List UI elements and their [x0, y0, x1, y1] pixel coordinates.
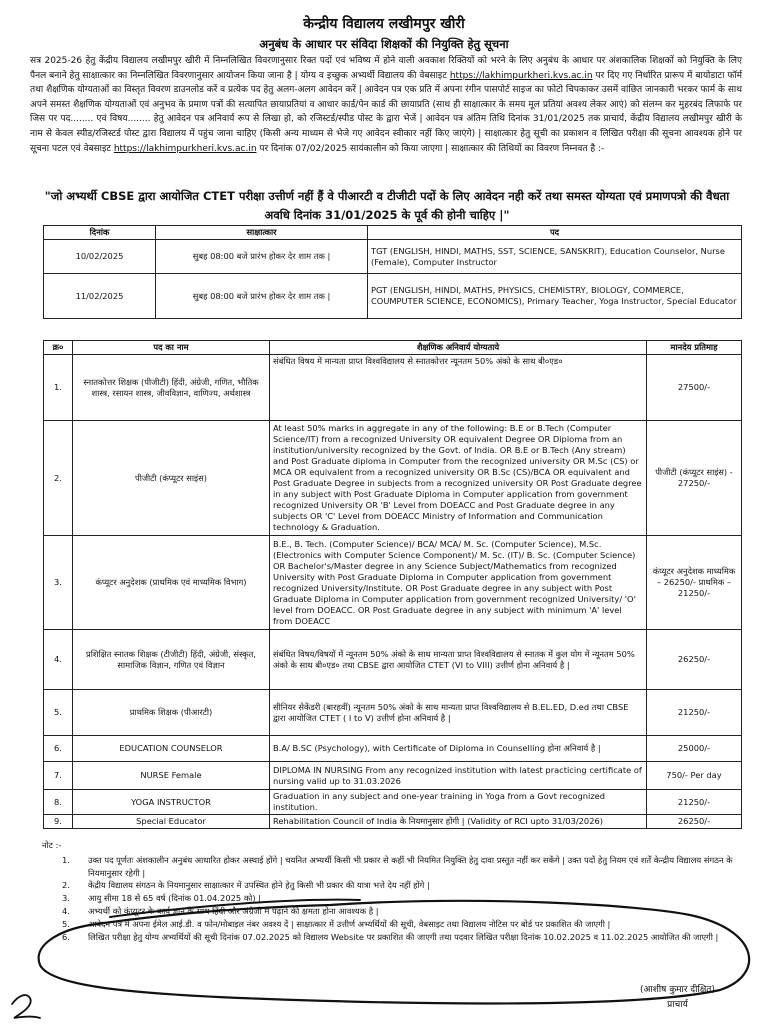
- row-post-name: NURSE Female: [73, 762, 270, 790]
- pen-ellipse: [39, 901, 750, 1004]
- row-pay: कंप्यूटर अनुदेशक माध्यमिक – 26250/- प्राथमिक – 21250/-: [647, 536, 742, 630]
- row-post-name: EDUCATION COUNSELOR: [73, 736, 270, 762]
- note-number: 4.: [62, 905, 70, 916]
- row-post-name: स्नातकोत्तर शिक्षक (पीजीटी) हिंदी, अंग्रेजी, गणित, भौतिक शास्त्र, रसायन शास्त्र, जीवविज्ञान, वाणिज्य, अर्थशास्त्र: [73, 355, 270, 421]
- school-title: केन्द्रीय विद्यालय लखीमपुर खीरी: [303, 16, 465, 32]
- principal-name: (आशीष कुमार दीक्षित): [640, 985, 715, 995]
- row-pay: 750/- Per day: [647, 762, 742, 790]
- note-text: आवेदन पत्र में अपना ईमेल आई.डी. व फोन/मोबाइल नंबर अवश्य दें | साक्षात्कार में उत्तीर्ण अभ्यर्थियों की सूची, वेबसाइट तथा विद्यालय नोटिस पर बोर्ड पर प्रकाशित की जाएगी |: [88, 918, 611, 929]
- ctet-warning: "जो अभ्यर्थी CBSE द्वारा आयोजित CTET परीक्षा उत्तीर्ण नहीं हैं वे पीआरटी व टीजीटी पदों के लिए आवेदन नही करें तथा समस्त योग्यता एवं प्रमाणपत्रो की वैधता अवधि दिनांक 31/01/2025 के पूर्व की होनी चाहिए |": [44, 189, 730, 222]
- intro-text-b: पर दिए गए निर्धारित प्रारूप में बायोडाटा फॉर्म तथा शैक्षणिक योग्यताओं का विस्तृत विवरण डाउनलोड करें व प्रत्येक पद हेतु अलग-अलग आवेदन करें | आवेदन पत्र एक प्रति में अपना रंगीन पासपोर्ट साइज का फोटो चिपकाकर उसमें वांछित जानकारी भरकर फार्म के साथ अपने समस्त शैक्षणिक योग्यताओं एवं अनुभव के प्रमाण पत्रों की सत्यापित छायाप्रतियां व आधार कार्ड/पेन कार्ड की छायाप्रति (साथ ही साक्षात्कार के समय मूल प्रतियां अवश्य लेकर आएं) को संलग्न कर मुहरबंद लिफाफे पर जिस पर पद........ एवं विषय........ हेतु आवेदन पत्र अनिवार्य रूप से लिखा हो, को रजिस्टर्ड/स्पीड पोस्ट के द्वारा भेजें | आवेदन पत्र अंतिम तिथि दिनांक 31/01/2025 तक प्राचार्य, केंद्रीय विद्यालय लखीमपुर खीरी के नाम से केवल स्पीड/रजिस्टर्ड पोस्ट द्वारा विद्यालय में पहुंच जाना चाहिए (किसी अन्य माध्यम से भेजे गए आवेदन स्वीकार नहीं किए जाएंगे) | साक्षात्कार हेतु सूची का प्रकाशन व लिखित परीक्षा की सूचना आवश्यक होने पर सूचना पटल एवं वेबसाइट: [30, 70, 742, 154]
- row-qualification: संबंधित विषय में मान्यता प्राप्त विश्वविद्यालय से स्नातकोत्तर न्यूनतम 50% अंको के साथ बी०एड०: [270, 355, 647, 421]
- notice-subtitle: अनुबंध के आधार पर संविदा शिक्षकों की नियुक्ति हेतु सूचना: [259, 37, 509, 51]
- schedule-posts: TGT (ENGLISH, HINDI, MATHS, SST, SCIENCE, SANSKRIT), Education Counselor, Nurse (Female), Computer Instructor: [368, 240, 742, 274]
- row-pay: 21250/-: [647, 690, 742, 736]
- schedule-date: 10/02/2025: [44, 240, 156, 274]
- col-date-header: दिनांक: [44, 226, 156, 240]
- col-post-header: पद: [368, 226, 742, 240]
- note-text: उक्त पद पूर्णतः अंशकालीन अनुबंध आधारित होकर अस्थाई होंगे | चयनित अभ्यर्थी किसी भी प्रकार से कहीं भी नियमित नियुक्ति हेतु दावा प्रस्तुत नहीं कर सकेंगे | उक्त पदों हेतु नियम एवं शर्तें केन्द्रीय विद्यालय संगठन के नियमानुसार रहेगी |: [88, 854, 733, 878]
- row-sn: 5.: [44, 690, 73, 736]
- col-qualification-header: शैक्षणिक अनिवार्य योग्यताये: [270, 341, 647, 355]
- row-pay: 27500/-: [647, 355, 742, 421]
- note-text: केंद्रीय विद्यालय संगठन के नियमानुसार साक्षात्कार में उपस्थित होने हेतु किसी भी प्रकार की यात्रा भत्ते देय नहीं होंगे |: [88, 880, 430, 891]
- row-sn: 9.: [44, 815, 73, 829]
- row-sn: 2.: [44, 421, 73, 536]
- col-interview-header: साक्षात्कार: [156, 226, 368, 240]
- note-number: 5.: [62, 918, 70, 929]
- row-sn: 4.: [44, 630, 73, 690]
- note-number: 6.: [62, 931, 70, 942]
- row-post-name: प्राथमिक शिक्षक (पीआरटी): [73, 690, 270, 736]
- schedule-time: सुबह 08:00 बजे प्रारंभ होकर देर शाम तक |: [156, 240, 368, 274]
- row-pay: 25000/-: [647, 736, 742, 762]
- note-text: लिखित परीक्षा हेतु योग्य अभ्यर्थियों की सूची दिनांक 07.02.2025 को विद्यालय Website पर प्रकाशित की जाएगी तथा पदवार लिखित परीक्षा दिनांक 10.02.2025 व 11.02.2025 आयोजित की जाएगी |: [88, 931, 719, 942]
- pen-stroke: [110, 900, 360, 917]
- note-number: 1.: [62, 854, 70, 865]
- row-qualification: संबंधित विषय/विषयों में न्यूनतम 50% अंको के साथ मान्यता प्राप्त विश्वविद्यालय से स्नातक में कुल योग में न्यूनतम 50% अंको के साथ बी०एड० तथा CBSE द्वारा आयोजित CTET (VI to VIII) उत्तीर्ण होना अनिवार्य है |: [270, 630, 647, 690]
- website-link[interactable]: https://lakhimpurkheri.kvs.ac.in: [449, 70, 593, 81]
- row-pay: 26250/-: [647, 630, 742, 690]
- row-pay: 21250/-: [647, 790, 742, 815]
- row-qualification: B.A/ B.SC (Psychology), with Certificate of Diploma in Counselling होना अनिवार्य है |: [270, 736, 647, 762]
- row-pay: पीजीटी (कंप्यूटर साइंस) - 27250/-: [647, 421, 742, 536]
- row-sn: 6.: [44, 736, 73, 762]
- col-pay-header: मानदेय प्रतिमाह: [647, 341, 742, 355]
- principal-designation: प्राचार्य: [667, 1000, 688, 1010]
- note-text: अभ्यर्थी को कंप्यूटर के कार्य ज्ञान के साथ हिंदी और अंग्रेजी में पढ़ाने की क्षमता होना आवश्यक है |: [88, 905, 379, 916]
- row-qualification: Rehabilitation Council of India के नियमानुसार होंगी | (Validity of RCI upto 31/03/2026): [270, 815, 647, 829]
- col-post-name-header: पद का नाम: [73, 341, 270, 355]
- row-qualification: DIPLOMA IN NURSING From any recognized institution with latest practicing certificate of nursing valid up to 31.03.2026: [270, 762, 647, 790]
- note-number: 2.: [62, 880, 70, 891]
- row-post-name: कंप्यूटर अनुदेशक (प्राथमिक एवं माध्यमिक विभाग): [73, 536, 270, 630]
- notes-heading: नोट :-: [42, 840, 62, 850]
- row-sn: 1.: [44, 355, 73, 421]
- row-qualification: Graduation in any subject and one-year training in Yoga from a Govt recognized institution.: [270, 790, 647, 815]
- schedule-date: 11/02/2025: [44, 274, 156, 319]
- row-sn: 8.: [44, 790, 73, 815]
- note-text: आयु सीमा 18 से 65 वर्ष (दिनांक 01.04.2025 को) |: [88, 893, 262, 904]
- pen-squiggle: [12, 995, 40, 1018]
- intro-text-c: पर दिनांक 07/02/2025 सायंकालीन को किया जाएगा | साक्षात्कार की तिथियों का विवरण निम्नवत है :-: [256, 143, 605, 154]
- row-post-name: YOGA INSTRUCTOR: [73, 790, 270, 815]
- schedule-posts: PGT (ENGLISH, HINDI, MATHS, PHYSICS, CHEMISTRY, BIOLOGY, COMMERCE, COUMPUTER SCIENCE, ECONOMICS), Primary Teacher, Yoga Instructor, Special Educator: [368, 274, 742, 319]
- row-post-name: प्रशिक्षित स्नातक शिक्षक (टीजीटी) हिंदी, अंग्रेजी, संस्कृत, सामाजिक विज्ञान, गणित एवं विज्ञान: [73, 630, 270, 690]
- schedule-time: सुबह 08:00 बजे प्रारंभ होकर देर शाम तक |: [156, 274, 368, 319]
- row-sn: 7.: [44, 762, 73, 790]
- website-link-2[interactable]: https://lakhimpurkheri.kvs.ac.in: [113, 143, 257, 154]
- intro-text-a: सत्र 2025-26 हेतु केंद्रीय विद्यालय लखीमपुर खीरी में निम्नलिखित विवरणानुसार रिक्त पदों एवं भविष्य में होने वाली अवकाश रिक्तियों को भरने के लिए अनुबंध के आधार पर अंशकालिक शिक्षकों को नियुक्ति के लिए पैनल बनाने हेतु साक्षात्कार का निम्नलिखित विवरणानुसार आयोजन किया जाना है | योग्य व इच्छुक अभ्यर्थी विद्यालय की वेबसाइट: [30, 56, 742, 81]
- row-post-name: पीजीटी (कंप्यूटर साइंस): [73, 421, 270, 536]
- row-qualification: सीनियर सेकेंडरी (बारहवीं) न्यूनतम 50% अंको के साथ मान्यता प्राप्त विश्वविद्यालय से B.EL.ED, D.ed तथा CBSE द्वारा आयोजित CTET ( I to V) उत्तीर्ण होना अनिवार्य है |: [270, 690, 647, 736]
- row-pay: 26250/-: [647, 815, 742, 829]
- col-sn-header: क्र०: [44, 341, 73, 355]
- row-qualification: B.E., B. Tech. (Computer Science)/ BCA/ MCA/ M. Sc. (Computer Science), M.Sc. (Electronics with Computer Science Component)/ M. Sc. (IT)/ B. Sc. (Computer Science) OR Bachelor's/Master degree in any Science Subject/Mathematics from recognized University with Post Graduate Diploma in Computer application from government recognized University/Institute. OR Post Graduate degree in any subject with Post Graduate Diploma in Computer application from government recognized University/ 'O' level from DOEACC. OR Post Graduate degree in any subject with minimum 'A' level from DOEACC: [270, 536, 647, 630]
- row-post-name: Special Educator: [73, 815, 270, 829]
- note-number: 3.: [62, 893, 70, 904]
- row-sn: 3.: [44, 536, 73, 630]
- row-qualification: At least 50% marks in aggregate in any of the following: B.E or B.Tech (Computer Science/IT) from a recognized University OR equivalent Degree OR Diploma from an institution/university recognized by the Govt. of India. OR B.E or B.Tech (Any stream) and Post Graduate diploma in Computer from the recognized university OR M.Sc (CS) or MCA OR equivalent from a recognized university OR B.Sc (CS)/BCA OR equivalent and Post Graduate Degree in subjects from a recognized university OR Post Graduate degree in any subject with Post Graduate Diploma in Computer application from government recognized University OR 'B' Level from DOEACC and Post Graduate degree in any subjects OR 'C' Level from DOEACC Ministry of Information and Communication technology & Graduation.: [270, 421, 647, 536]
